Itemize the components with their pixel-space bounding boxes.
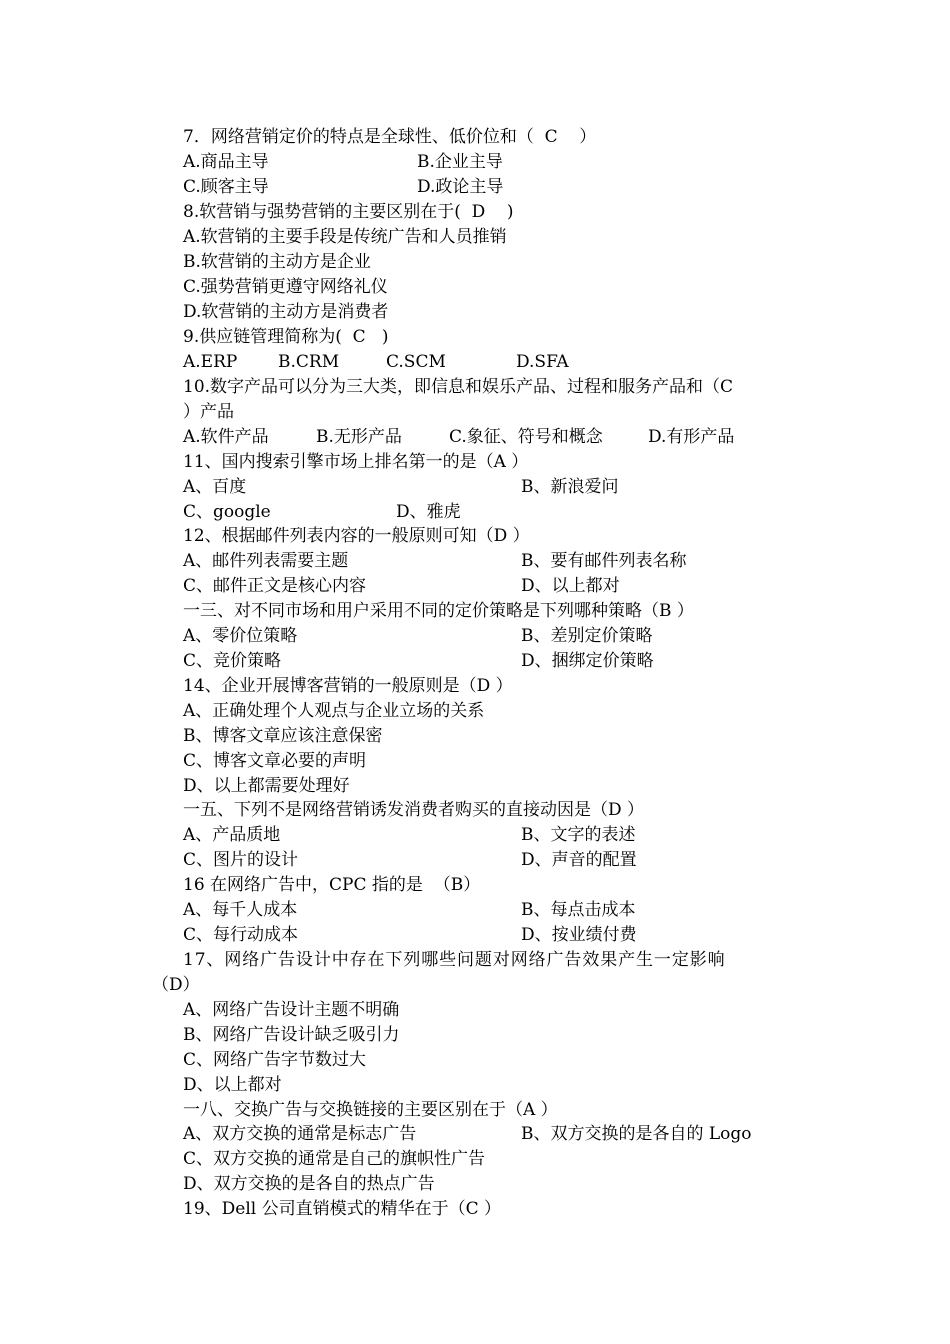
question-15-option-c: C、图片的设计 [183,850,299,870]
question-14-option-c: C、博客文章必要的声明 [183,751,367,771]
question-11-option-b: B、新浪爱问 [521,477,619,497]
question-16-stem: 16 在网络广告中，CPC 指的是 （B） [183,875,481,895]
question-16-option-d: D、按业绩付费 [521,925,637,945]
question-19-stem: 19、Dell 公司直销模式的精华在于（C ） [183,1199,502,1219]
question-12-option-d: D、以上都对 [521,576,620,596]
question-15-option-d: D、声音的配置 [521,850,637,870]
question-17-option-a: A、网络广告设计主题不明确 [183,1000,400,1020]
question-9-option-c: C.SCM [386,352,446,372]
question-17-stem-line2: （D） [152,975,200,995]
question-18-stem: 一八、交换广告与交换链接的主要区别在于（A ） [183,1100,558,1120]
question-10-stem-line1: 10.数字产品可以分为三大类，即信息和娱乐产品、过程和服务产品和（C [183,377,734,397]
question-8-option-d: D.软营销的主动方是消费者 [183,302,389,322]
question-17-option-b: B、网络广告设计缺乏吸引力 [183,1025,400,1045]
question-18-option-d: D、双方交换的是各自的热点广告 [183,1174,435,1194]
question-10-option-a: A.软件产品 [183,427,269,447]
question-13-option-c: C、竞价策略 [183,651,282,671]
question-11-option-c: C、google [183,502,271,522]
question-9-option-d: D.SFA [516,352,569,372]
question-13-option-a: A、零价位策略 [183,626,298,646]
question-12-option-c: C、邮件正文是核心内容 [183,576,367,596]
question-11-stem: 11、国内搜索引擎市场上排名第一的是（A ） [183,452,529,472]
question-16-option-c: C、每行动成本 [183,925,299,945]
question-12-option-b: B、要有邮件列表名称 [521,551,687,571]
question-11-option-a: A、百度 [183,477,247,497]
question-9-stem: 9.供应链管理简称为( C ) [183,327,389,347]
question-18-option-a: A、双方交换的通常是标志广告 [183,1124,417,1144]
question-16-option-a: A、每千人成本 [183,900,298,920]
question-10-option-c: C.象征、符号和概念 [449,427,603,447]
question-17-stem-line1: 17、网络广告设计中存在下列哪些问题对网络广告效果产生一定影响 [183,950,726,970]
question-13-option-b: B、差别定价策略 [521,626,653,646]
question-7-option-b: B.企业主导 [417,152,503,172]
question-10-option-b: B.无形产品 [316,427,402,447]
question-15-option-b: B、文字的表述 [521,825,636,845]
question-12-stem: 12、根据邮件列表内容的一般原则可知（D ） [183,526,530,546]
question-13-stem: 一三、对不同市场和用户采用不同的定价策略是下列哪种策略（B ） [183,601,694,621]
question-13-option-d: D、捆绑定价策略 [521,651,654,671]
question-8-option-a: A.软营销的主要手段是传统广告和人员推销 [183,227,507,247]
question-15-option-a: A、产品质地 [183,825,281,845]
question-14-option-b: B、博客文章应该注意保密 [183,726,383,746]
question-16-option-b: B、每点击成本 [521,900,636,920]
question-18-option-c: C、双方交换的通常是自己的旗帜性广告 [183,1149,486,1169]
question-18-option-b: B、双方交换的是各自的 Logo [521,1124,752,1144]
question-14-option-a: A、正确处理个人观点与企业立场的关系 [183,701,485,721]
question-8-stem: 8.软营销与强势营销的主要区别在于( D ) [183,202,514,222]
question-8-option-c: C.强势营销更遵守网络礼仪 [183,277,388,297]
question-15-stem: 一五、下列不是网络营销诱发消费者购买的直接动因是（D ） [183,800,645,820]
question-17-option-c: C、网络广告字节数过大 [183,1050,367,1070]
question-9-option-a: A.ERP [183,352,238,372]
question-12-option-a: A、邮件列表需要主题 [183,551,349,571]
question-7-option-d: D.政论主导 [417,177,504,197]
question-11-option-d: D、雅虎 [396,502,461,522]
question-10-stem-line2: ）产品 [183,402,234,422]
question-7-option-c: C.顾客主导 [183,177,269,197]
question-14-option-d: D、以上都需要处理好 [183,776,350,796]
question-14-stem: 14、企业开展博客营销的一般原则是（D ） [183,676,513,696]
question-9-option-b: B.CRM [278,352,340,372]
question-7-stem: 7．网络营销定价的特点是全球性、低价位和（ C ） [183,127,597,147]
question-17-option-d: D、以上都对 [183,1075,282,1095]
question-7-option-a: A.商品主导 [183,152,269,172]
question-10-option-d: D.有形产品 [648,427,735,447]
question-8-option-b: B.软营销的主动方是企业 [183,252,371,272]
